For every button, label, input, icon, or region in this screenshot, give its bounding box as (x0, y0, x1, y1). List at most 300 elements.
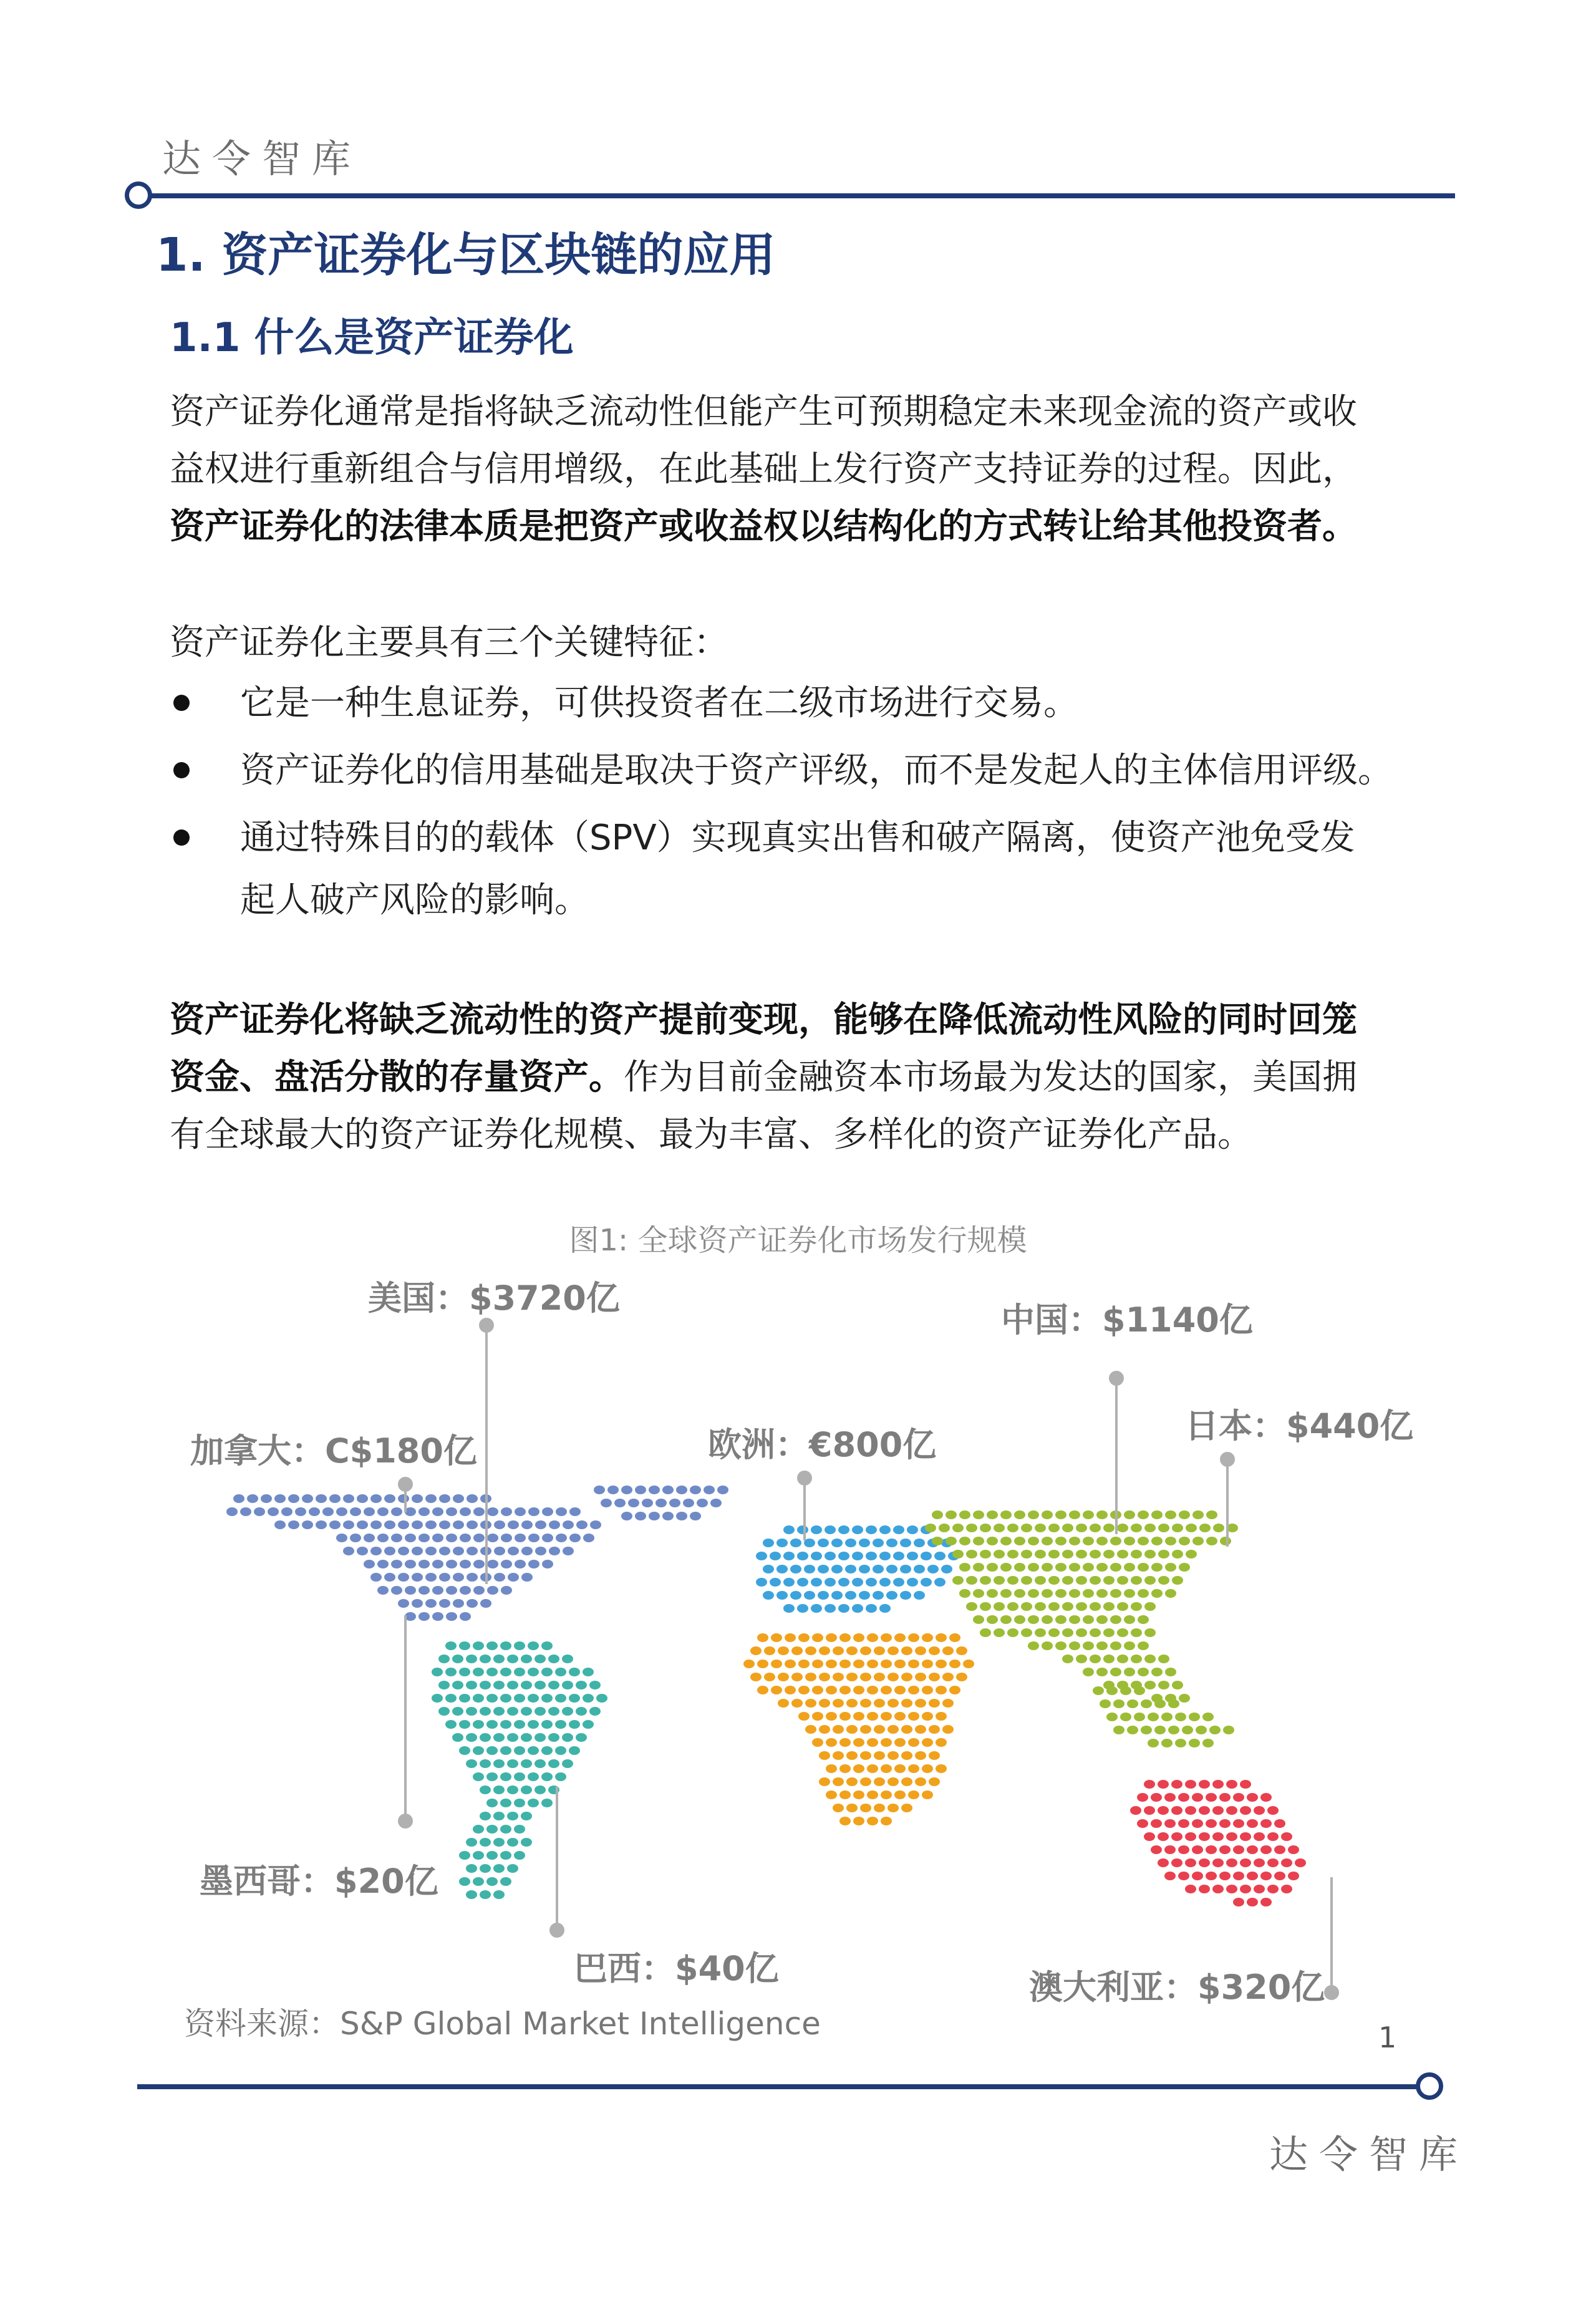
map-dot (1151, 1537, 1163, 1545)
header-divider (140, 193, 1455, 198)
map-dot (994, 1628, 1005, 1637)
map-dot (1226, 1885, 1237, 1893)
map-dot (1164, 1793, 1176, 1802)
paragraph-1-line-2: 益权进行重新组合与信用增级，在此基础上发行资产支持证券的过程。因此， (170, 449, 1357, 490)
map-dot (500, 1720, 511, 1729)
map-dot (514, 1694, 525, 1703)
map-dot (467, 1547, 478, 1555)
map-dot (446, 1534, 457, 1542)
map-dot (268, 1507, 279, 1516)
map-dot (542, 1534, 553, 1542)
map-dot (743, 1660, 755, 1668)
map-dot (467, 1573, 478, 1582)
map-dot (309, 1507, 320, 1516)
map-dot (853, 1764, 864, 1773)
map-dot (900, 1591, 911, 1600)
map-dot (669, 1499, 680, 1507)
map-dot (391, 1560, 402, 1568)
map-dot (839, 1790, 851, 1799)
map-dot (874, 1646, 885, 1655)
map-dot (473, 1507, 485, 1516)
map-dot (418, 1560, 430, 1568)
map-dot (936, 1764, 947, 1773)
map-dot (425, 1573, 437, 1582)
leader-dot (398, 1477, 413, 1492)
map-dot (1062, 1602, 1073, 1611)
map-dot (956, 1673, 967, 1681)
map-dot (925, 1524, 936, 1532)
map-dot (1206, 1819, 1217, 1828)
map-dot (1014, 1563, 1025, 1572)
map-dot (589, 1707, 601, 1716)
map-dot (569, 1534, 581, 1542)
map-dot (1164, 1845, 1176, 1854)
map-dot (446, 1560, 457, 1568)
map-dot (791, 1646, 803, 1655)
map-dot (515, 1507, 526, 1516)
map-dot (959, 1537, 970, 1545)
map-dot (1069, 1563, 1080, 1572)
feature-item-3-line-1: 通过特殊目的的载体（SPV）实现真实出售和破产隔离，使资产池免受发 (240, 818, 1355, 858)
map-dot (1151, 1563, 1163, 1572)
map-dot (987, 1563, 998, 1572)
map-dot (831, 1539, 843, 1547)
map-dot (487, 1560, 498, 1568)
map-dot (1233, 1793, 1244, 1802)
map-dot (1069, 1641, 1080, 1650)
map-dot (994, 1524, 1005, 1532)
map-dot (1226, 1780, 1237, 1789)
map-dot (528, 1560, 539, 1568)
map-dot (487, 1534, 498, 1542)
map-dot (507, 1864, 518, 1873)
map-dot (1048, 1524, 1060, 1532)
map-dot (1295, 1858, 1306, 1867)
map-dot (853, 1817, 864, 1825)
map-dot (1158, 1576, 1169, 1585)
map-dot (750, 1646, 762, 1655)
map-dot (486, 1720, 498, 1729)
map-dot (590, 1520, 601, 1529)
map-dot (548, 1759, 559, 1768)
map-dot (757, 1633, 768, 1642)
map-dot (1028, 1641, 1039, 1650)
map-dot (867, 1764, 878, 1773)
map-dot (473, 1825, 484, 1834)
map-dot (1189, 1713, 1200, 1721)
map-dots-north-america (226, 1494, 601, 1621)
map-dot (776, 1539, 788, 1547)
map-dot (1083, 1510, 1094, 1519)
map-dot (1260, 1819, 1272, 1828)
map-dot (377, 1586, 389, 1595)
map-dot (1096, 1537, 1108, 1545)
map-dot (1096, 1589, 1108, 1598)
map-dot (446, 1586, 457, 1595)
map-dot (1062, 1628, 1073, 1637)
map-dot (987, 1537, 998, 1545)
map-dot (867, 1817, 878, 1825)
leader-dot (549, 1923, 564, 1938)
map-dot (1185, 1806, 1196, 1815)
map-dot (480, 1733, 491, 1742)
map-dot (1110, 1668, 1121, 1676)
map-dot (445, 1668, 457, 1676)
map-dot (825, 1604, 836, 1613)
map-dot (528, 1720, 539, 1729)
map-dot (1158, 1806, 1169, 1815)
map-dot (797, 1578, 808, 1587)
map-dot (936, 1660, 947, 1668)
bullet-dot-2 (173, 762, 190, 778)
map-dot (936, 1712, 947, 1721)
map-dot (541, 1720, 553, 1729)
map-dot (783, 1604, 795, 1613)
map-dot (1076, 1655, 1087, 1663)
map-dot (1233, 1845, 1244, 1854)
map-dot (459, 1877, 470, 1886)
map-dot (1254, 1806, 1265, 1815)
map-dot (432, 1560, 443, 1568)
map-dot (486, 1851, 498, 1860)
map-dot (473, 1851, 484, 1860)
map-dot (860, 1777, 871, 1786)
region-label: 加拿大：C$180亿 (190, 1431, 477, 1471)
map-dot (473, 1720, 484, 1729)
map-dot (501, 1534, 512, 1542)
map-dot (493, 1890, 505, 1899)
map-dot (452, 1707, 463, 1716)
map-dot (1148, 1713, 1159, 1721)
map-dot (1117, 1655, 1128, 1663)
map-dot (1226, 1858, 1237, 1867)
map-dot (887, 1725, 899, 1734)
map-dot (1220, 1537, 1231, 1545)
map-dot (778, 1699, 789, 1708)
map-dot (867, 1660, 878, 1668)
map-dot (845, 1539, 856, 1547)
map-dot (514, 1825, 525, 1834)
map-dot (357, 1520, 368, 1529)
map-dot (480, 1864, 491, 1873)
map-dot (1179, 1563, 1190, 1572)
map-dot (500, 1799, 511, 1807)
map-dot (1103, 1550, 1115, 1558)
map-dot (763, 1539, 774, 1547)
map-dot (494, 1547, 505, 1555)
map-dot (1192, 1793, 1203, 1802)
map-dot (1151, 1668, 1163, 1676)
map-dot (460, 1507, 471, 1516)
map-dot (790, 1565, 801, 1573)
map-dot (894, 1790, 906, 1799)
map-dot (493, 1864, 505, 1873)
map-dot (908, 1790, 919, 1799)
map-dot (1110, 1589, 1121, 1598)
map-dot (1186, 1550, 1197, 1558)
map-dot (949, 1660, 960, 1668)
map-dot (908, 1738, 919, 1747)
map-dot (859, 1539, 870, 1547)
map-dot (594, 1486, 605, 1494)
map-dot (459, 1720, 470, 1729)
map-dot (797, 1525, 808, 1534)
map-dot (846, 1804, 858, 1812)
map-dot (1165, 1510, 1176, 1519)
map-dot (1172, 1681, 1183, 1689)
map-dot (343, 1520, 354, 1529)
map-dot (1165, 1589, 1176, 1598)
map-dot (1148, 1739, 1159, 1747)
map-dot (1131, 1628, 1142, 1637)
map-dot (818, 1591, 829, 1600)
map-dot (1151, 1589, 1163, 1598)
map-dot (783, 1578, 795, 1587)
map-dot (922, 1738, 933, 1747)
map-dot (460, 1534, 471, 1542)
map-dot (432, 1694, 443, 1703)
map-dot (240, 1507, 251, 1516)
map-dot (1138, 1668, 1149, 1676)
map-dot (1281, 1858, 1292, 1867)
map-dot (642, 1499, 653, 1507)
map-dot (901, 1751, 912, 1760)
map-dot (770, 1578, 781, 1587)
map-dot (528, 1746, 539, 1755)
map-dot (676, 1486, 687, 1494)
map-dot (771, 1633, 782, 1642)
map-dot (357, 1547, 368, 1555)
map-dot (1124, 1668, 1135, 1676)
map-dot (1212, 1780, 1224, 1789)
map-dot (939, 1524, 950, 1532)
map-dot (460, 1560, 471, 1568)
map-dot (805, 1725, 816, 1734)
map-dot (1254, 1858, 1265, 1867)
map-dot (1007, 1602, 1018, 1611)
map-dot (528, 1799, 539, 1807)
map-dot (825, 1552, 836, 1560)
map-dot (887, 1699, 899, 1708)
map-dot (501, 1507, 512, 1516)
map-dot (1247, 1898, 1258, 1906)
header-brand: 达令智库 (162, 136, 362, 181)
paragraph-1-line-3: 资产证券化的法律本质是把资产或收益权以结构化的方式转让给其他投资者。 (170, 506, 1357, 547)
map-dot (377, 1507, 389, 1516)
map-dot (528, 1534, 539, 1542)
map-dot (418, 1534, 430, 1542)
map-dot (812, 1660, 823, 1668)
map-dot (1110, 1615, 1121, 1624)
map-dot (1247, 1845, 1258, 1854)
map-dot (1076, 1576, 1087, 1585)
map-dot (521, 1733, 532, 1742)
map-dot (894, 1633, 906, 1642)
map-dot (274, 1494, 286, 1503)
map-dot (826, 1790, 837, 1799)
map-dot (819, 1646, 830, 1655)
map-dot (370, 1547, 382, 1555)
map-dot (908, 1660, 919, 1668)
map-dot (1076, 1602, 1087, 1611)
map-dot (915, 1699, 926, 1708)
map-dot (384, 1547, 395, 1555)
map-dot (601, 1499, 612, 1507)
map-dot (1000, 1563, 1012, 1572)
map-dot (894, 1764, 906, 1773)
map-dot (1171, 1858, 1182, 1867)
map-dot (763, 1565, 774, 1573)
map-dot (1083, 1615, 1094, 1624)
map-dot (445, 1641, 457, 1650)
map-dot (398, 1573, 409, 1582)
map-dot (438, 1707, 450, 1716)
map-dot (1144, 1602, 1156, 1611)
map-dot (1113, 1699, 1124, 1708)
map-dot (770, 1552, 781, 1560)
map-dot (838, 1552, 849, 1560)
map-dot (966, 1550, 977, 1558)
map-dot (662, 1512, 674, 1520)
map-dot (778, 1646, 789, 1655)
map-dot (541, 1772, 553, 1781)
map-dot (987, 1615, 998, 1624)
map-dot (901, 1646, 912, 1655)
map-dot (1219, 1793, 1231, 1802)
map-dot (756, 1578, 767, 1587)
map-dot (1100, 1699, 1111, 1708)
map-dot (921, 1552, 932, 1560)
map-dot (771, 1686, 782, 1694)
map-dot (1171, 1780, 1182, 1789)
map-dot (852, 1552, 863, 1560)
map-dot (541, 1799, 553, 1807)
map-dot (1260, 1793, 1272, 1802)
map-dot (1096, 1615, 1108, 1624)
map-dot (1219, 1845, 1231, 1854)
map-dot (247, 1494, 258, 1503)
map-dot (907, 1525, 918, 1534)
map-dot (901, 1725, 912, 1734)
map-dot (881, 1660, 892, 1668)
map-dot (226, 1507, 238, 1516)
paragraph-2 (170, 992, 1442, 1164)
map-dot (1179, 1537, 1190, 1545)
map-dot (946, 1537, 957, 1545)
map-dot (1161, 1739, 1173, 1747)
map-dot (1069, 1615, 1080, 1624)
map-dot (1014, 1589, 1025, 1598)
map-dot (1028, 1615, 1039, 1624)
map-dot (881, 1738, 892, 1747)
map-dot (548, 1733, 559, 1742)
map-dot (412, 1520, 423, 1529)
map-dot (922, 1660, 933, 1668)
map-dot (783, 1552, 795, 1560)
map-dot (776, 1591, 788, 1600)
map-dot (980, 1524, 991, 1532)
map-dot (819, 1673, 830, 1681)
map-dot (1035, 1524, 1046, 1532)
map-dot (493, 1733, 505, 1742)
map-dot (764, 1646, 775, 1655)
map-dot (1035, 1602, 1046, 1611)
map-dot (233, 1494, 244, 1503)
map-dot (1178, 1793, 1189, 1802)
map-dot (697, 1499, 708, 1507)
map-dot (535, 1520, 546, 1529)
map-dot (833, 1725, 844, 1734)
map-dot (811, 1604, 822, 1613)
map-dot (1021, 1602, 1032, 1611)
map-dot (1172, 1576, 1183, 1585)
map-dot (343, 1547, 354, 1555)
map-dot (1090, 1550, 1101, 1558)
map-dot (994, 1576, 1005, 1585)
map-dot (886, 1565, 897, 1573)
map-dot (1120, 1713, 1131, 1721)
map-dot (922, 1712, 933, 1721)
map-dot (791, 1699, 803, 1708)
map-dot (1083, 1668, 1094, 1676)
map-dot (1182, 1726, 1193, 1734)
map-dot (1171, 1806, 1182, 1815)
map-dot (384, 1573, 395, 1582)
map-dot (1154, 1699, 1166, 1708)
map-dot (929, 1673, 940, 1681)
map-dot (514, 1720, 525, 1729)
map-dot (453, 1547, 464, 1555)
map-dot (486, 1772, 498, 1781)
map-dot (1134, 1713, 1145, 1721)
map-dot (1096, 1668, 1108, 1676)
map-dot (473, 1641, 484, 1650)
map-dot (833, 1751, 844, 1760)
map-dot (853, 1633, 864, 1642)
map-dot (1172, 1524, 1183, 1532)
map-dot (860, 1699, 871, 1708)
map-dot (839, 1660, 851, 1668)
map-dot (1185, 1858, 1196, 1867)
map-dot (1124, 1537, 1135, 1545)
map-dot (908, 1686, 919, 1694)
map-dot (453, 1599, 464, 1608)
map-dot (466, 1838, 477, 1847)
map-dot (1233, 1898, 1244, 1906)
map-dot (329, 1494, 341, 1503)
map-dot (873, 1591, 884, 1600)
map-dot (316, 1494, 327, 1503)
map-dot (1240, 1832, 1251, 1841)
map-dot (1124, 1510, 1135, 1519)
map-dot (1267, 1885, 1279, 1893)
region-label: 美国：$3720亿 (368, 1278, 620, 1318)
map-dot (963, 1660, 974, 1668)
map-dot (621, 1486, 632, 1494)
map-dot (370, 1494, 382, 1503)
map-dot (797, 1552, 808, 1560)
map-dot (439, 1547, 450, 1555)
map-dot (921, 1578, 932, 1587)
map-dot (825, 1578, 836, 1587)
map-dot (534, 1733, 546, 1742)
map-dot (1144, 1832, 1155, 1841)
map-dot (819, 1725, 830, 1734)
map-dot (1196, 1726, 1207, 1734)
map-dot (493, 1707, 505, 1716)
figure-caption: 图1: 全球资产证券化市场发行规模 (569, 1223, 1027, 1258)
map-dot (295, 1507, 306, 1516)
